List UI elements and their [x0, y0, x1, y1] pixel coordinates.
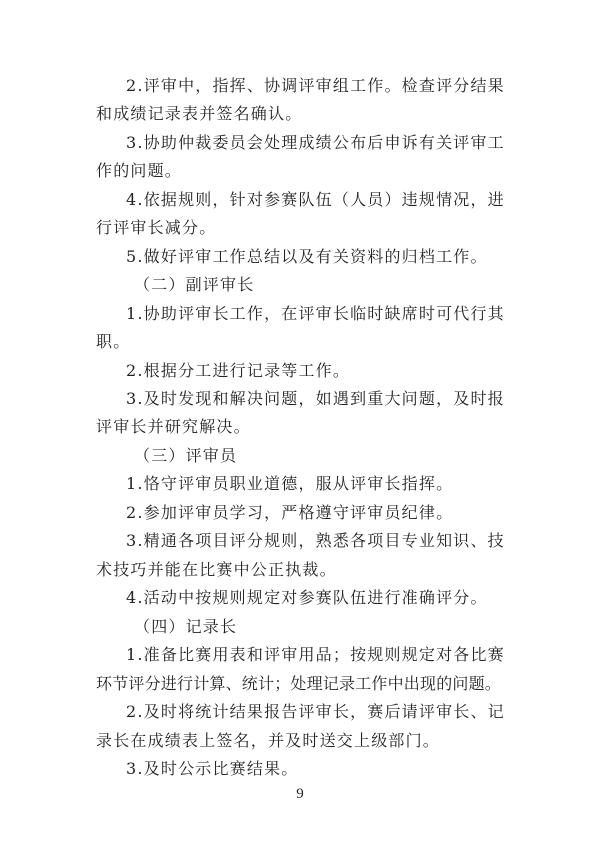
paragraph-line: 5.做好评审工作总结以及有关资料的归档工作。 [126, 247, 488, 266]
section-heading-vice-chief: （二）副评审长 [134, 275, 255, 294]
paragraph-line: 1.协助评审长工作，在评审长临时缺席时可代行其 [126, 304, 505, 323]
paragraph-line: 4.活动中按规则规定对参赛队伍进行准确评分。 [126, 588, 488, 607]
paragraph-line: 作的问题。 [96, 161, 183, 180]
paragraph-line: 评审长并研究解决。 [96, 417, 251, 436]
paragraph-line: 录长在成绩表上签名，并及时送交上级部门。 [96, 731, 441, 750]
paragraph-line: 2.参加评审员学习，严格遵守评审员纪律。 [126, 503, 454, 522]
section-heading-recorder: （四）记录长 [134, 617, 238, 636]
paragraph-line: 3.及时公示比赛结果。 [126, 759, 299, 778]
paragraph-line: 2.根据分工进行记录等工作。 [126, 361, 351, 380]
paragraph-line: 职。 [96, 332, 131, 351]
paragraph-line: 4.依据规则，针对参赛队伍（人员）违规情况，进 [126, 190, 505, 209]
paragraph-line: 2.及时将统计结果报告评审长，赛后请评审长、记 [126, 702, 505, 721]
paragraph-line: 3.及时发现和解决问题，如遇到重大问题，及时报 [126, 389, 505, 408]
paragraph-line: 环节评分进行计算、统计；处理记录工作中出现的问题。 [96, 674, 502, 693]
page-number: 9 [296, 786, 304, 802]
paragraph-line: 术技巧并能在比赛中公正执裁。 [96, 560, 337, 579]
paragraph-line: 1.恪守评审员职业道德，服从评审长指挥。 [126, 474, 454, 493]
paragraph-line: 3.协助仲裁委员会处理成绩公布后申诉有关评审工 [126, 133, 505, 152]
paragraph-line: 3.精通各项目评分规则，熟悉各项目专业知识、技 [126, 531, 505, 550]
section-heading-judges: （三）评审员 [134, 446, 238, 465]
paragraph-line: 行评审长减分。 [96, 218, 217, 237]
paragraph-line: 和成绩记录表并签名确认。 [96, 104, 303, 123]
paragraph-line: 2.评审中，指挥、协调评审组工作。检查评分结果 [126, 76, 505, 95]
paragraph-line: 1.准备比赛用表和评审用品；按规则规定对各比赛 [126, 645, 505, 664]
